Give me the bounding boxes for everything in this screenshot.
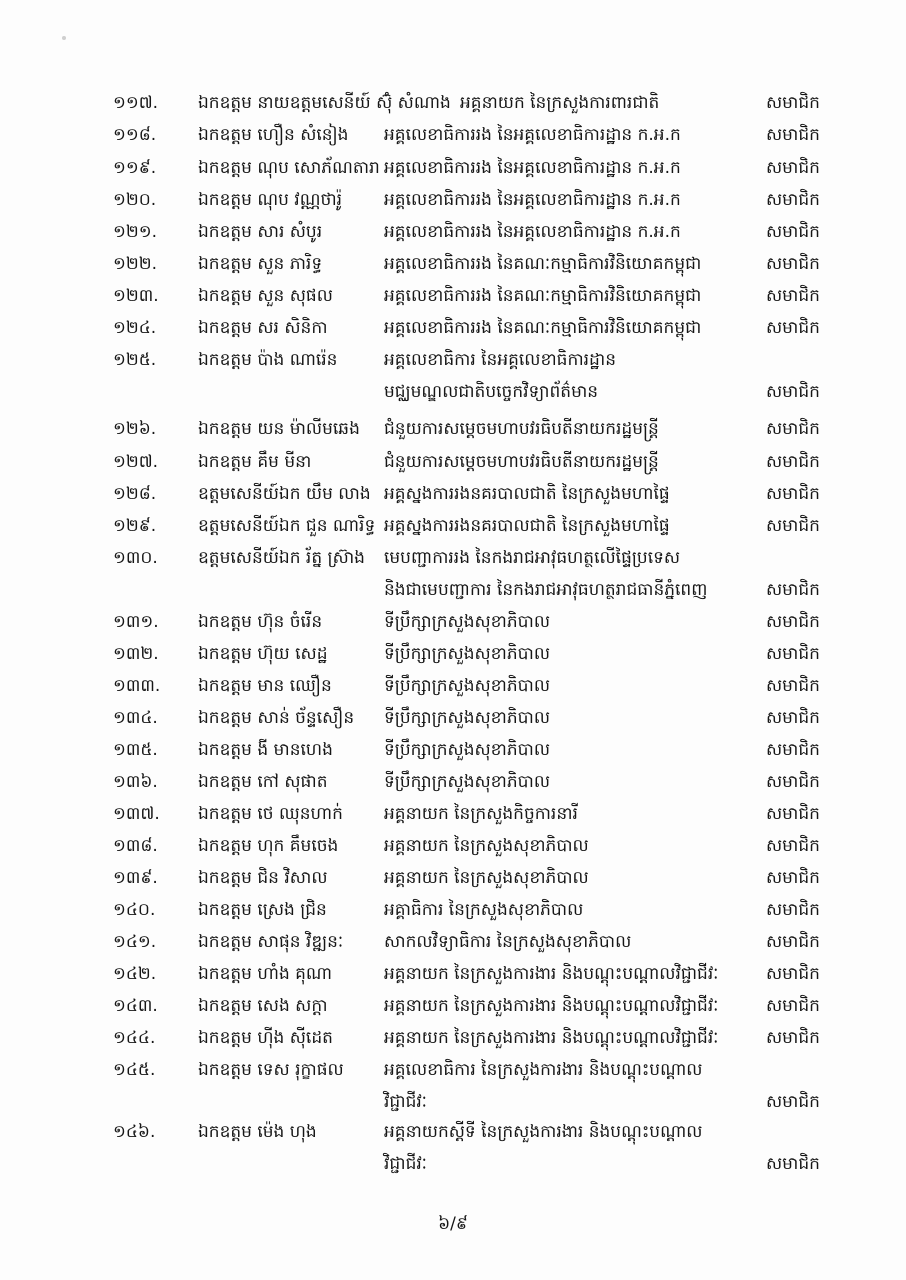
member-name: ឯកឧត្តម ស្រេង ជ្រិន (198, 900, 327, 920)
item-number: ១៣០. (113, 548, 158, 568)
member-position: អគ្គនាយកស្តីទី នៃក្រសួងការងារ និងបណ្តុះបណ្តាល (384, 1122, 703, 1142)
member-position: អគ្គលេខាធិការរង នៃអគ្គលេខាធិការដ្ឋាន ក.អ.ក (384, 190, 681, 210)
member-position: ជំនួយការសម្ដេចមហាបវរធិបតីនាយករដ្ឋមន្ត្រី (384, 452, 659, 472)
member-role: សមាជិក (766, 254, 820, 274)
member-position: ទីប្រឹក្សាក្រសួងសុខាភិបាល (384, 772, 551, 792)
member-role: សមាជិក (766, 222, 820, 242)
item-number: ១៣៣. (113, 676, 161, 696)
item-number: ១៣៥. (113, 740, 158, 760)
member-name: ឯកឧត្តម សារ សំបូរ (198, 222, 323, 242)
member-name: ឧត្តមសេនីយ៍ឯក ជួន ណារិទ្ធ (198, 516, 376, 536)
member-position: អគ្គលេខាធិការរង នៃអគ្គលេខាធិការដ្ឋាន ក.អ.ក (384, 158, 681, 178)
item-number: ១៤៣. (113, 996, 158, 1016)
member-position: អគ្គលេខាធិការ នៃក្រសួងការងារ និងបណ្តុះបណ្តាល (384, 1060, 703, 1080)
member-role: សមាជិក (766, 932, 820, 952)
item-number: ១៣២. (113, 644, 159, 664)
item-number: ១៣៧. (113, 804, 160, 824)
item-number: ១៣៦. (113, 772, 158, 792)
member-role: សមាជិក (766, 286, 820, 306)
member-role: សមាជិក (766, 516, 820, 536)
member-name: ឯកឧត្តម ហាំង គុណា (198, 964, 333, 984)
member-role: សមាជិក (766, 612, 820, 632)
member-name: ឯកឧត្តម ជិន វិសាល (198, 868, 328, 888)
item-number: ១២៣. (113, 286, 159, 306)
member-role: សមាជិក (766, 900, 820, 920)
member-role: សមាជិក (766, 125, 820, 145)
member-name: ឯកឧត្តម ងី មានហេង (198, 740, 333, 760)
page-number: ៦/៩ (438, 1214, 468, 1234)
item-number: ១២៥. (113, 350, 157, 370)
member-name: ឯកឧត្តម សាន់ ច័ន្ទសឿន (198, 708, 355, 728)
member-role: សមាជិក (766, 93, 820, 113)
member-role: សមាជិក (766, 836, 820, 856)
member-position: អគ្គលេខាធិការរង នៃគណៈកម្មាធិការវិនិយោគកម្ពុជា (384, 254, 702, 274)
member-position-continued: វិជ្ជាជីវៈ (384, 1154, 427, 1174)
member-role: សមាជិក (766, 740, 820, 760)
item-number: ១១៨. (113, 125, 157, 145)
member-name: ឯកឧត្តម ហ៊ីង ស៊ីដេត (198, 1028, 333, 1048)
item-number: ១៣៤. (113, 708, 158, 728)
member-position: ជំនួយការសម្ដេចមហាបវរធិបតីនាយករដ្ឋមន្ត្រី (384, 419, 659, 439)
item-number: ១២៦. (113, 419, 157, 439)
item-number: ១៤២. (113, 964, 157, 984)
member-position: ទីប្រឹក្សាក្រសួងសុខាភិបាល (384, 676, 551, 696)
member-name: ឯកឧត្តម សេង សក្ដា (198, 996, 328, 1016)
item-number: ១៤១. (113, 932, 157, 952)
item-number: ១៤៤. (113, 1028, 156, 1048)
item-number: ១៤០. (113, 900, 156, 920)
member-name: ឯកឧត្តម ប៉ាង ណារ៉េន (198, 350, 338, 370)
member-position: អគ្គលេខាធិការរង នៃអគ្គលេខាធិការដ្ឋាន ក.អ.ក (384, 222, 681, 242)
member-role: សមាជិក (766, 804, 820, 824)
item-number: ១៣១. (113, 612, 159, 632)
member-role: សមាជិក (766, 419, 820, 439)
member-role: សមាជិក (766, 676, 820, 696)
member-role: សមាជិក (766, 996, 820, 1016)
member-role: សមាជិក (766, 644, 820, 664)
member-name: ឯកឧត្តម មាន ឈឿន (198, 676, 332, 696)
member-position: អគ្គនាយក នៃក្រសួងការងារ និងបណ្តុះបណ្តាលវិជ្ជាជីវៈ (384, 1028, 719, 1048)
member-position: អគ្គលេខាធិការរង នៃគណៈកម្មាធិការវិនិយោគកម្ពុជា (384, 286, 702, 306)
member-name: ឯកឧត្តម ណុប វណ្ណថារ៉ូ (198, 190, 343, 210)
member-name: ឧត្តមសេនីយ៍ឯក យឹម លាង (198, 484, 371, 504)
member-position: អគ្គាធិការ នៃក្រសួងសុខាភិបាល (384, 900, 584, 920)
item-number: ១១៧. (113, 93, 159, 113)
member-role: សមាជិក (766, 772, 820, 792)
member-position: អគ្គលេខាធិការរង នៃគណៈកម្មាធិការវិនិយោគកម្ពុជា (384, 318, 702, 338)
member-name: ឯកឧត្តម ហ៊ុន ចំរើន (198, 612, 323, 632)
member-position: អគ្គស្នងការរងនគរបាលជាតិ នៃក្រសួងមហាផ្ទៃ (384, 484, 670, 504)
member-role: សមាជិក (766, 452, 820, 472)
member-name: ឯកឧត្តម ហុក គឹមចេង (198, 836, 339, 856)
member-position: អគ្គស្នងការរងនគរបាលជាតិ នៃក្រសួងមហាផ្ទៃ (384, 516, 670, 536)
member-name: ឯកឧត្តម សួន សុផល (198, 286, 333, 306)
member-position-continued: មជ្ឈមណ្ឌលជាតិបច្ចេកវិទ្យាព័ត៌មាន (384, 382, 599, 402)
member-position: អគ្គនាយក នៃក្រសួងការពារជាតិ (460, 93, 660, 113)
member-role: សមាជិក (766, 318, 820, 338)
item-number: ១៣៨. (113, 836, 158, 856)
member-position: មេបញ្ជាការរង នៃកងរាជអាវុធហត្ថលើផ្ទៃប្រទេស (384, 548, 681, 568)
member-role: សមាជិក (766, 1028, 820, 1048)
member-position: អគ្គនាយក នៃក្រសួងសុខាភិបាល (384, 868, 589, 888)
item-number: ១២៨. (113, 484, 157, 504)
member-position: ទីប្រឹក្សាក្រសួងសុខាភិបាល (384, 740, 551, 760)
member-position: អគ្គលេខាធិការរង នៃអគ្គលេខាធិការដ្ឋាន ក.អ.ក (384, 125, 681, 145)
member-name: ឯកឧត្តម សួន ភារិទ្ធ (198, 254, 323, 274)
member-position: អគ្គនាយក នៃក្រសួងការងារ និងបណ្តុះបណ្តាលវិជ្ជាជីវៈ (384, 964, 719, 984)
member-position: ទីប្រឹក្សាក្រសួងសុខាភិបាល (384, 644, 551, 664)
member-name: ឯកឧត្តម សាផុន វិឌ្ឍនៈ (198, 932, 344, 952)
member-role: សមាជិក (766, 1092, 820, 1112)
item-number: ១២៤. (113, 318, 157, 338)
member-role: សមាជិក (766, 868, 820, 888)
member-position: អគ្គនាយក នៃក្រសួងការងារ និងបណ្តុះបណ្តាលវិជ្ជាជីវៈ (384, 996, 719, 1016)
member-position: អគ្គនាយក នៃក្រសួងកិច្ចការនារី (384, 804, 578, 824)
member-name: ឯកឧត្តម យន ម៉ាលីមឆេង (198, 419, 360, 439)
member-name: ឧត្តមសេនីយ៍ឯក រ័ត្ន ស្រ៊ាង (198, 548, 365, 568)
member-role: សមាជិក (766, 190, 820, 210)
member-position: អគ្គលេខាធិការ នៃអគ្គលេខាធិការដ្ឋាន (384, 350, 617, 370)
item-number: ១២០. (113, 190, 157, 210)
member-position-continued: វិជ្ជាជីវៈ (384, 1092, 427, 1112)
member-role: សមាជិក (766, 708, 820, 728)
member-name: ឯកឧត្តម គឹម មីនា (198, 452, 312, 472)
member-position: ទីប្រឹក្សាក្រសួងសុខាភិបាល (384, 612, 551, 632)
member-position: ទីប្រឹក្សាក្រសួងសុខាភិបាល (384, 708, 551, 728)
member-position-continued: និងជាមេបញ្ជាការ នៃកងរាជអាវុធហត្ថរាជធានីភ្នំពេញ (384, 580, 708, 600)
member-name: ឯកឧត្តម ថេ ឈុនហាក់ (198, 804, 343, 824)
member-position: អគ្គនាយក នៃក្រសួងសុខាភិបាល (384, 836, 589, 856)
member-name: ឯកឧត្តម ហឿន សំនៀង (198, 125, 349, 145)
item-number: ១៣៩. (113, 868, 158, 888)
item-number: ១២២. (113, 254, 158, 274)
item-number: ១៤៦. (113, 1122, 156, 1142)
member-name: ឯកឧត្តម នាយឧត្តមសេនីយ៍ ស៊ុំ សំណាង (198, 93, 451, 113)
item-number: ១២១. (113, 222, 158, 242)
scan-speck (62, 36, 66, 40)
member-name: ឯកឧត្តម ណុប សោភ័ណតារា (198, 158, 380, 178)
member-role: សមាជិក (766, 1154, 820, 1174)
item-number: ១៤៥. (113, 1060, 156, 1080)
member-position: សាកលវិទ្យាធិការ នៃក្រសួងសុខាភិបាល (384, 932, 632, 952)
member-name: ឯកឧត្តម កៅ សុផាត (198, 772, 328, 792)
member-name: ឯកឧត្តម ហ៊ុយ សេដ្ឋ (198, 644, 328, 664)
member-role: សមាជិក (766, 484, 820, 504)
item-number: ១២៩. (113, 516, 157, 536)
member-role: សមាជិក (766, 382, 820, 402)
member-role: សមាជិក (766, 580, 820, 600)
item-number: ១២៧. (113, 452, 159, 472)
member-name: ឯកឧត្តម សរ សិនិកា (198, 318, 328, 338)
item-number: ១១៩. (113, 158, 157, 178)
member-role: សមាជិក (766, 158, 820, 178)
member-role: សមាជិក (766, 964, 820, 984)
member-name: ឯកឧត្តម ម៉េង ហុង (198, 1122, 317, 1142)
member-name: ឯកឧត្តម ទេស រុក្ខាផល (198, 1060, 344, 1080)
